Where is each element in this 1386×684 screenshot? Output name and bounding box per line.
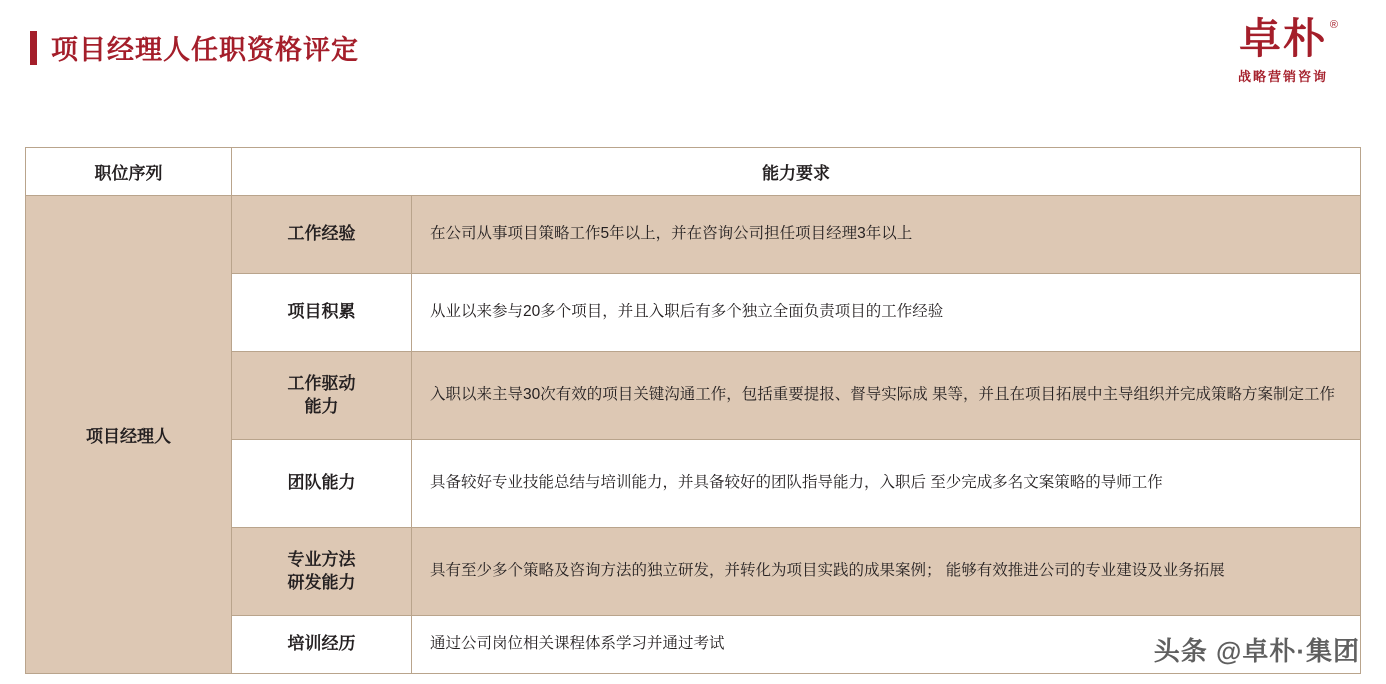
watermark: 头条 @卓朴·集团 [1153,636,1360,666]
description-cell: 在公司从事项目策略工作5年以上，并在咨询公司担任项目经理3年以上 [412,196,1361,274]
title-accent-bar [30,31,37,65]
category-cell: 项目积累 [232,274,412,352]
category-cell: 团队能力 [232,440,412,528]
category-cell: 专业方法 研发能力 [232,528,412,616]
title-text: 项目经理人任职资格评定 [51,35,359,65]
logo-main-text: 卓朴 [1238,15,1327,62]
category-cell: 工作驱动 能力 [232,352,412,440]
registered-trademark-icon: ® [1329,19,1340,31]
column-header-sequence: 职位序列 [26,148,232,196]
category-cell: 工作经验 [232,196,412,274]
brand-logo [1208,15,1358,85]
logo-subtitle: 战略营销咨询 [1237,69,1328,84]
table-row [26,196,1361,274]
description-cell: 入职以来主导30次有效的项目关键沟通工作，包括重要提报、督导实际成 果等，并且在项目拓展中主导组织并完成策略方案制定工作 [412,352,1361,440]
logo-wordmark [1238,15,1340,62]
table-header-row [26,148,1361,196]
description-cell: 通过公司岗位相关课程体系学习并通过考试 [412,616,1361,674]
sequence-cell: 项目经理人 [26,196,232,674]
description-cell: 具有至少多个策略及咨询方法的独立研发，并转化为项目实践的成果案例； 能够有效推进公司的专业建设及业务拓展 [412,528,1361,616]
qualification-table [25,147,1361,674]
page-title [30,28,359,67]
column-header-requirements: 能力要求 [232,148,1361,196]
description-cell: 从业以来参与20多个项目，并且入职后有多个独立全面负责项目的工作经验 [412,274,1361,352]
category-cell: 培训经历 [232,616,412,674]
description-cell: 具备较好专业技能总结与培训能力，并具备较好的团队指导能力，入职后 至少完成多名文案策略的导师工作 [412,440,1361,528]
